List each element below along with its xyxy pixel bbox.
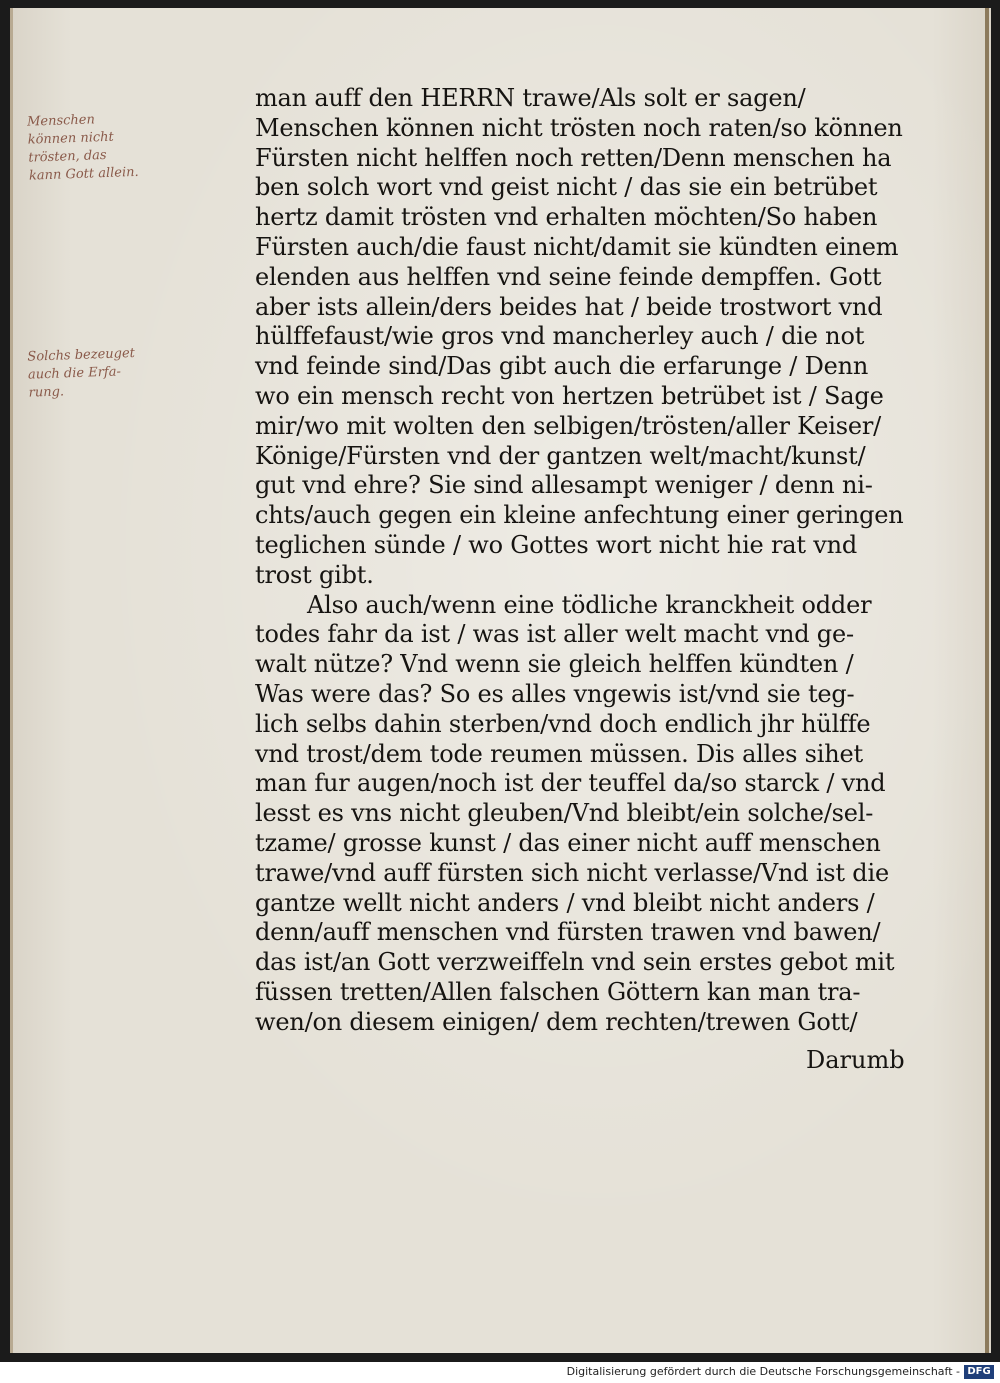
page-body-text — [255, 84, 935, 1038]
text-line: walt nütze? Vnd wenn sie gleich helffen kündten / — [255, 650, 854, 679]
text-line: lich selbs dahin sterben/vnd doch endlich jhr hülffe — [255, 709, 871, 738]
text-line: Menschen können nicht trösten noch raten/so können — [255, 113, 903, 142]
text-line: Was were das? So es alles vngewis ist/vnd sie teg- — [255, 679, 855, 708]
text-line: todes fahr da ist / was ist aller welt macht vnd ge- — [255, 620, 854, 649]
marginal-note-line: können nicht — [27, 129, 115, 148]
text-line: wo ein mensch recht von hertzen betrübet ist / Sage — [255, 381, 884, 410]
text-line: Könige/Fürsten vnd der gantzen welt/macht/kunst/ — [255, 441, 866, 470]
text-line: mir/wo mit wolten den selbigen/trösten/aller Keiser/ — [255, 411, 881, 440]
text-line: hertz damit trösten vnd erhalten möchten/So haben — [255, 203, 878, 232]
text-line: aber ists allein/ders beides hat / beide trostwort vnd — [255, 292, 883, 321]
text-line: elenden aus helffen vnd seine feinde dempffen. Gott — [255, 262, 882, 291]
text-line: trost gibt. — [255, 560, 374, 589]
page-edge — [985, 8, 989, 1353]
paragraph-start-line: Also auch/wenn eine tödliche kranckheit odder — [307, 590, 872, 619]
text-line: chts/auch gegen ein kleine anfechtung einer geringen — [255, 501, 904, 530]
marginal-note-line: Solchs bezeuget — [27, 345, 136, 365]
text-line: Fürsten nicht helffen noch retten/Denn menschen ha — [255, 143, 892, 172]
text-line: das ist/an Gott verzweiffeln vnd sein erstes gebot mit — [255, 948, 895, 977]
catchword: Darumb — [806, 1046, 905, 1074]
marginal-note-line: kann Gott allein. — [28, 164, 139, 184]
text-line: man fur augen/noch ist der teuffel da/so starck / vnd — [255, 769, 886, 798]
marginal-note-line: rung. — [28, 384, 65, 401]
text-line: ben solch wort vnd geist nicht / das sie ein betrübet — [255, 173, 878, 202]
marginal-note-1 — [27, 106, 239, 185]
text-line: hülffefaust/wie gros vnd mancherley auch / die not — [255, 322, 865, 351]
text-line: trawe/vnd auff fürsten sich nicht verlasse/Vnd ist die — [255, 858, 889, 887]
text-line: Fürsten auch/die faust nicht/damit sie kündten einem — [255, 232, 899, 261]
text-line: teglichen sünde / wo Gottes wort nicht hie rat vnd — [255, 530, 858, 559]
text-line: gantze wellt nicht anders / vnd bleibt nicht anders / — [255, 888, 875, 917]
marginal-note-line: auch die Erfa- — [27, 364, 122, 383]
text-line: denn/auff menschen vnd fürsten trawen vnd bawen/ — [255, 918, 881, 947]
text-line: lesst es vns nicht gleuben/Vnd bleibt/ein solche/sel- — [255, 799, 874, 828]
text-line: tzame/ grosse kunst / das einer nicht auff menschen — [255, 828, 881, 857]
text-line: füssen tretten/Allen falschen Göttern kan man tra- — [255, 977, 861, 1006]
marginal-note-line: Menschen — [26, 112, 96, 130]
dfg-logo: DFG — [964, 1365, 994, 1379]
text-line: vnd feinde sind/Das gibt auch die erfarunge / Denn — [255, 352, 869, 381]
marginal-note-line: trösten, das — [28, 147, 107, 166]
funding-credit: Digitalisierung gefördert durch die Deutsche Forschungsgemeinschaft - — [566, 1365, 960, 1378]
footer-bar — [0, 1362, 1000, 1383]
text-line: vnd trost/dem tode reumen müssen. Dis alles sihet — [255, 739, 863, 768]
text-line: gut vnd ehre? Sie sind allesampt weniger / denn ni- — [255, 471, 873, 500]
marginal-note-2 — [27, 341, 239, 402]
text-line: man auff den HERRN trawe/Als solt er sagen/ — [255, 84, 806, 112]
text-line: wen/on diesem einigen/ dem rechten/trewen Gott/ — [255, 1007, 858, 1036]
